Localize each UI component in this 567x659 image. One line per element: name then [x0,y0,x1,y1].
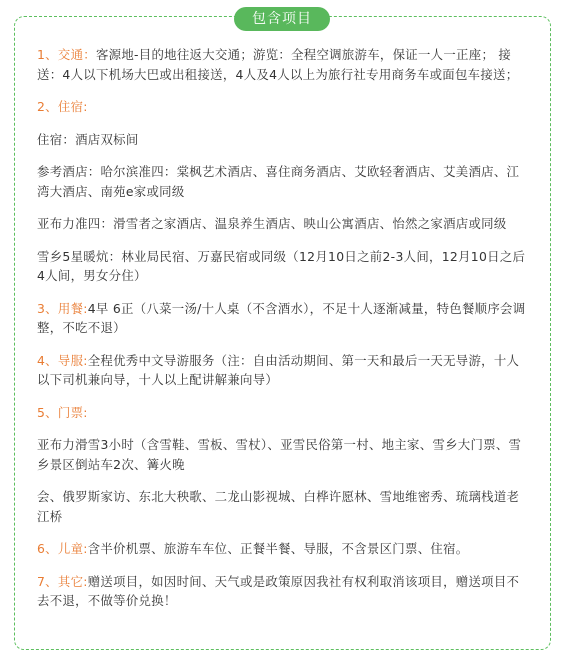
item-label: 4、导服: [37,352,88,368]
item-label: 5、门票: [37,404,88,420]
item-label: 3、用餐: [37,300,88,316]
item-children [37,539,527,559]
lodging-yabuli-hotels: 亚布力准四：滑雪者之家酒店、温泉养生酒店、映山公寓酒店、怡然之家酒店或同级 [37,216,507,231]
item-label: 1、交通： [37,47,96,62]
item-label: 2、住宿: [37,99,88,114]
item-text: 含半价机票、旅游车车位、正餐半餐、导服，不含景区门票、住宿。 [87,541,469,556]
item-meals [37,299,527,338]
item-text: 4早 6正（八菜一汤/十人桌（不含酒水），不足十人逐渐减量，特色餐顺序会调整，不吃不退） [37,300,526,335]
item-guide [37,351,527,390]
item-text: 赠送项目，如因时间、天气或是政策原因我社有权利取消该项目，赠送项目不去不退，不做等价兑换！ [37,573,520,608]
item-lodging [37,97,527,117]
item-other [37,572,527,611]
item-label: 7、其它: [37,573,88,589]
item-text: 全程优秀中文导游服务（注：自由活动期间、第一天和最后一天无导游，十人以下司机兼向导，十人以上配讲解兼向导） [37,352,520,387]
lodging-harbin-hotels: 参考酒店：哈尔滨准四：棠枫艺术酒店、喜住商务酒店、艾欧轻奢酒店、艾美酒店、江湾大酒店、南苑e家或同级 [37,164,520,199]
item-transport [37,45,527,84]
included-items-list [37,45,527,624]
item-text: 客源地-目的地往返大交通；游览：全程空调旅游车，保证一人一正座； 接送：4人以下机场大巴或出租接送，4人及4人以上为旅行社专用商务车或面包车接送； [37,47,519,82]
lodging-room: 住宿：酒店双标间 [37,131,139,147]
item-tickets [37,403,527,423]
section-title-badge: 包含项目 [234,7,330,31]
tickets-list-part2: 会、俄罗斯家访、东北大秧歌、二龙山影视城、白桦许愿林、雪地维密秀、琉璃栈道老江桥 [37,489,520,524]
item-label: 6、儿童: [37,541,88,556]
lodging-snow-town: 雪乡5星暖炕：林业局民宿、万嘉民宿或同级（12月10日之前2-3人间，12月10日之后4人间，男女分住） [37,248,526,283]
tickets-list-part1: 亚布力滑雪3小时（含雪鞋、雪板、雪杖）、亚雪民俗第一村、地主家、雪乡大门票、雪乡景区倒站车2次、篝火晚 [37,437,522,472]
